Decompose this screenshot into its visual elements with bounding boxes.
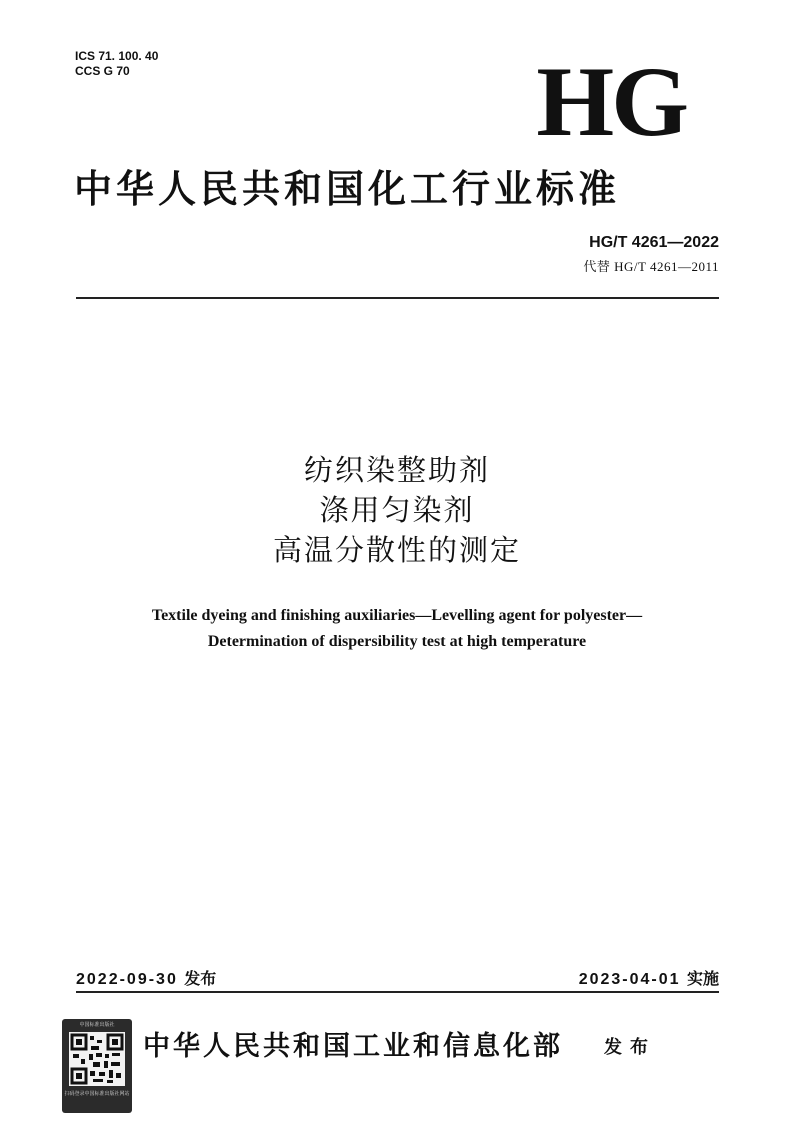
qr-code-sticker — [62, 1019, 132, 1113]
industry-standard-title: 中华人民共和国化工行业标准 — [74, 167, 621, 211]
publish-date-label: 发布 — [184, 969, 217, 988]
ccs-code: CCS G 70 — [75, 64, 130, 78]
en-title-line-1: Textile dyeing and finishing auxiliaries—Levelling agent for polyester— — [151, 607, 643, 624]
qr-top-text: 中国标准出版社 — [79, 1022, 115, 1028]
bottom-divider — [76, 991, 719, 993]
top-divider — [76, 297, 719, 299]
en-title-line-2: Determination of dispersibility test at high temperature — [207, 633, 587, 650]
implement-date — [579, 968, 719, 991]
implement-date-label: 实施 — [686, 969, 719, 988]
publisher-name: 中华人民共和国工业和信息化部 — [143, 1031, 563, 1062]
cn-title-line-3: 高温分散性的测定 — [272, 533, 521, 567]
chinese-title-block — [0, 450, 794, 570]
implement-date-value: 2023-04-01 — [578, 971, 681, 988]
replaces-standard: 代替 HG/T 4261—2011 — [583, 259, 719, 274]
hg-logo: HG — [536, 46, 686, 157]
publish-date-value: 2022-09-30 — [76, 971, 178, 988]
cn-title-line-2: 涤用匀染剂 — [319, 493, 475, 527]
qr-bottom-text: 扫码登录中国标准出版社网站 — [64, 1091, 130, 1097]
publish-verb: 发布 — [604, 1037, 656, 1058]
qr-code-icon — [69, 1032, 125, 1086]
classification-codes — [75, 49, 158, 79]
publish-date — [76, 968, 216, 991]
english-title-block — [0, 603, 794, 655]
cn-title-line-1: 纺织染整助剂 — [303, 453, 490, 487]
standard-number: HG/T 4261—2022 — [589, 234, 719, 251]
ics-code: ICS 71. 100. 40 — [75, 49, 159, 63]
